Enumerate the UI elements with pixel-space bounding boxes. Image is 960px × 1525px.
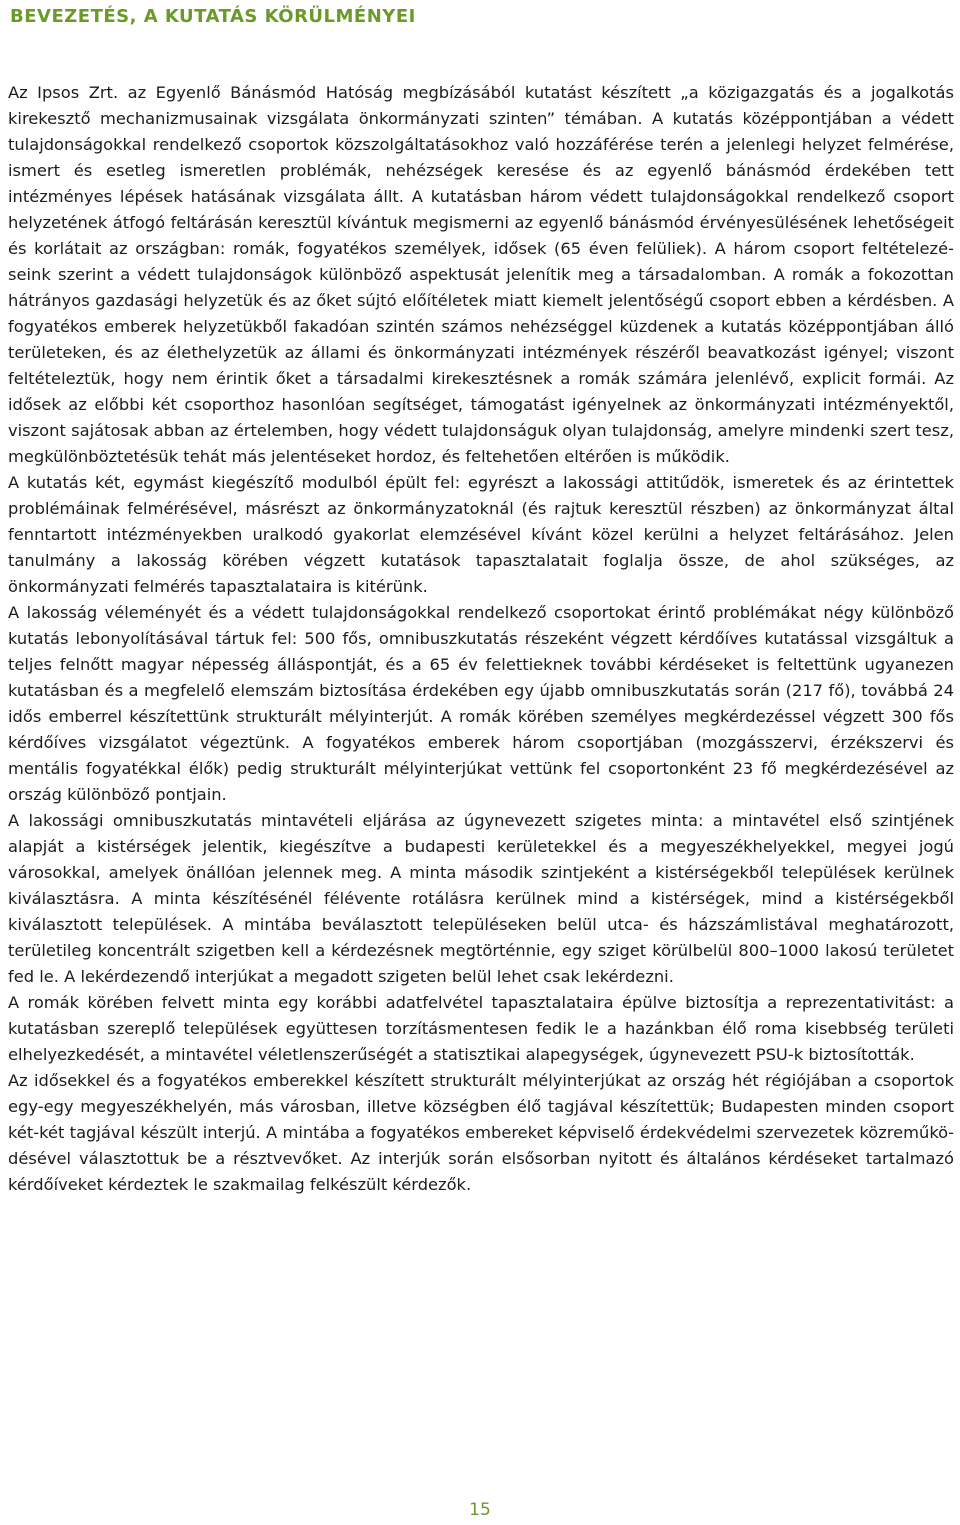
paragraph-intro: Az Ipsos Zrt. az Egyenlő Bánásmód Hatóság megbízásából kutatást készített „a közigazgatás és a jogalkotás kirekesztő mechanizmusainak vizsgálata önkormányzati szinten” témában. A kutatás középpontjában a védett tulajdonságokkal rendelkező csoportok közszolgáltatásokhoz való hozzáférése terén a jelenlegi helyzet felmérése, ismert és esetleg ismeretlen problémák, nehézségek keresése és az egyenlő bánásmód érdekében tett intézményes lépések hatásának vizsgálata állt. A kutatásban három védett tulajdonságokkal rendelkező csoport helyzetének átfogó feltárásán keresztül kívántuk megismerni az egyenlő bánásmód érvényesülésének lehetőségeit és korlátait az országban: romák, fogyatékos személyek, idősek (65 éven felüliek). A három csoport feltételezéseink szerint a védett tulajdonságok különböző aspektusát jelenítik meg a társadalomban. A romák a fokozottan hátrányos gazdasági helyzetük és az őket sújtó előítéletek miatt kiemelt jelentőségű csoport ebben a kérdésben. A fogyatékos emberek helyzetükből fakadóan szintén számos nehézséggel küzdenek a kutatás középpontjában álló területeken, és az élethelyzetük az állami és önkormányzati intézmények részéről beavatkozást igényel; viszont feltételeztük, hogy nem érintik őket a társadalmi kirekesztésnek a romák számára jelenlévő, explicit formái. Az idősek az előbbi két csoporthoz hasonlóan segítséget, támogatást igényelnek az önkormányzati intézményektől, viszont sajátosak abban az értelemben, hogy védett tulajdonságuk olyan tulajdonság, amelyre mindenki szert tesz, megkülönböztetésük tehát más jelentéseket hordoz, és feltehetően eltérően is működik. (8, 83, 954, 466)
paragraph-interviews: Az idősekkel és a fogyatékos emberekkel készített strukturált mélyinterjúkat az ország hét régiójában a csoportok egy-egy megyeszékhelyén, más városban, illetve községben élő tagjával készítettük; Budapesten minden csoport két-két tagjával készült interjú. A mintába a fogyatékos embereket képviselő érdekvédelmi szervezetek közreműködésével választottuk be a résztvevőket. Az interjúk során elsősorban nyitott és általános kérdéseket tartalmazó kérdőíveket kérdeztek le szakmailag felkészült kérdezők. (8, 1071, 954, 1194)
paragraph-population-research: A lakosság véleményét és a védett tulajdonságokkal rendelkező csoportokat érintő problémákat négy különböző kutatás lebonyolításával tártuk fel: 500 fős, omnibuszkutatás részeként végzett kérdőíves kutatással vizsgáltuk a teljes felnőtt magyar népesség álláspontját, és a 65 év felettieknek további kérdéseket is feltettünk ugyanezen kutatásban és a megfelelő elemszám biztosítása érdekében egy újabb omnibuszkutatás során (217 fő), továbbá 24 idős emberrel készítettünk strukturált mélyinterjút. A romák körében személyes megkérdezéssel végzett 300 fős kérdőíves vizsgálatot végeztünk. A fogyatékos emberek három csoportjában (mozgásszervi, érzékszervi és mentális fogyatékkal élők) pedig strukturált mélyinterjúkat vettünk fel csoportonként 23 fő megkérdezésével az ország különböző pontjain. (8, 603, 954, 804)
paragraph-modules: A kutatás két, egymást kiegészítő modulból épült fel: egyrészt a lakossági attitűdök, ismeretek és az érintettek problémáinak felmérésével, másrészt az önkormányzatoknál (és rajtuk keresztül részben) az önkormányzat által fenntartott intézményekben uralkodó gyakorlat elemzésével kívánt közel kerülni a helyzet feltárásához. Jelen tanulmány a lakosság körében végzett kutatások tapasztalatait foglalja össze, de ahol szükséges, az önkormányzati felmérés tapasztalataira is kitérünk. (8, 473, 954, 596)
paragraph-roma-sample: A romák körében felvett minta egy korábbi adatfelvétel tapasztalataira épülve biztosítja a reprezentativitást: a kutatásban szereplő települések együttesen torzításmentesen fedik le a hazánkban élő roma kisebbség területi elhelyezkedését, a mintavétel véletlenszerűségét a statisztikai alapegységek, úgynevezett PSU-k biztosították. (8, 993, 954, 1064)
paragraph-omnibus-sampling: A lakossági omnibuszkutatás mintavételi eljárása az úgynevezett szigetes minta: a mintavétel első szintjének alapját a kistérségek jelentik, kiegészítve a budapesti kerületekkel és a megyeszékhelyekkel, megyei jogú városokkal, amelyek önállóan jelennek meg. A minta második szintjeként a kistérségekből települések kerülnek kiválasztásra. A minta készítésénél félévente rotálásra kerülnek mind a kistérségek, mind a kistérségekből kiválasztott települések. A mintába beválasztott településeken belül utca- és házszámlistával meghatározott, területileg koncentrált szigetben kell a kérdezésnek megtörténnie, egy sziget körülbelül 800–1000 lakosú területet fed le. A lekérdezendő interjúkat a megadott szigeten belül lehet csak lekérdezni. (8, 811, 954, 986)
body-text (8, 80, 954, 1198)
section-heading: BEVEZETÉS, A KUTATÁS KÖRÜLMÉNYEI (10, 6, 416, 27)
page-number: 15 (469, 1500, 491, 1520)
